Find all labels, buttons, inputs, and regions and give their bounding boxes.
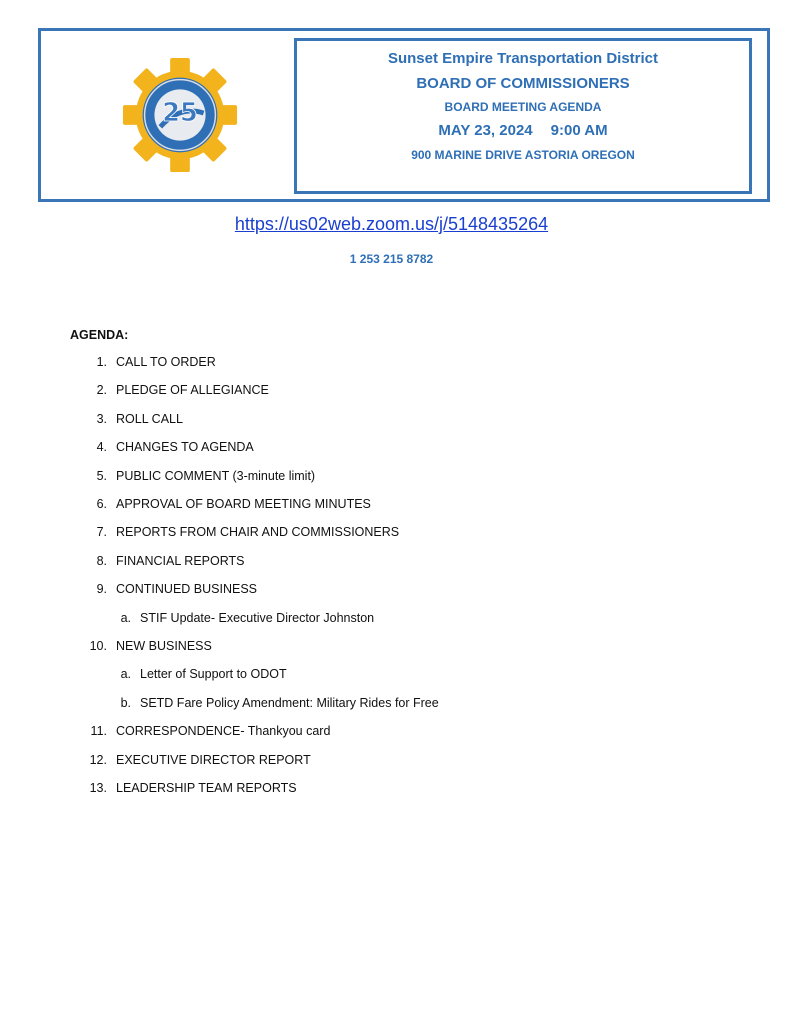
agenda-item-number: 3. bbox=[96, 411, 107, 426]
meeting-date: MAY 23, 2024 bbox=[438, 122, 533, 139]
agenda-item-text: REPORTS FROM CHAIR AND COMMISSIONERS bbox=[116, 525, 400, 540]
agenda-item-number: 2. bbox=[96, 383, 107, 398]
agenda-item-text: CALL TO ORDER bbox=[116, 355, 216, 369]
agenda-item-number: 13. bbox=[89, 781, 107, 795]
agenda-item-number: 7. bbox=[96, 525, 107, 540]
agenda-item-text: PUBLIC COMMENT (3-minute limit) bbox=[116, 468, 316, 483]
agenda-item-number: 9. bbox=[96, 582, 107, 597]
agenda-item-number: 8. bbox=[96, 553, 107, 568]
agenda-item bbox=[96, 383, 269, 398]
agenda-item-text: NEW BUSINESS bbox=[116, 639, 212, 653]
agenda-item-number: b. bbox=[120, 695, 131, 710]
agenda-item-number: 12. bbox=[89, 752, 107, 767]
agenda-item-text: ROLL CALL bbox=[116, 411, 183, 426]
agenda-item-text: FINANCIAL REPORTS bbox=[116, 553, 245, 568]
agenda-item-number: a. bbox=[120, 610, 131, 625]
agenda-item bbox=[96, 553, 245, 568]
agenda-item-number: 11. bbox=[90, 724, 107, 739]
agenda-item-number: 10. bbox=[89, 639, 107, 653]
agenda-item bbox=[89, 781, 297, 795]
meeting-datetime bbox=[297, 122, 749, 139]
agenda-subitem bbox=[120, 610, 375, 625]
agenda-item-text: CORRESPONDENCE- Thankyou card bbox=[116, 724, 331, 739]
org-name: Sunset Empire Transportation District bbox=[387, 50, 659, 67]
zoom-meeting-link[interactable]: https://us02web.zoom.us/j/5148435264 bbox=[234, 214, 549, 234]
document-type: BOARD MEETING AGENDA bbox=[444, 100, 602, 114]
agenda-item-text: APPROVAL OF BOARD MEETING MINUTES bbox=[116, 497, 371, 511]
agenda-item bbox=[96, 497, 371, 511]
agenda-item bbox=[96, 525, 400, 540]
agenda-item-text: SETD Fare Policy Amendment: Military Rides for Free bbox=[140, 695, 439, 710]
agenda-item bbox=[90, 724, 331, 739]
agenda-item-text: CHANGES TO AGENDA bbox=[116, 440, 254, 455]
svg-text:25: 25 bbox=[162, 97, 198, 128]
agenda-item-number: a. bbox=[120, 667, 131, 682]
agenda-subitem bbox=[120, 695, 439, 710]
agenda-subitem bbox=[120, 667, 287, 682]
board-title: BOARD OF COMMISSIONERS bbox=[416, 75, 630, 92]
agenda-item bbox=[96, 582, 257, 597]
dial-in-phone: 1 253 215 8782 bbox=[349, 252, 434, 266]
agenda-item-text: PLEDGE OF ALLEGIANCE bbox=[116, 383, 269, 398]
agenda-item-text: EXECUTIVE DIRECTOR REPORT bbox=[116, 752, 311, 767]
meeting-address: 900 MARINE DRIVE ASTORIA OREGON bbox=[411, 148, 635, 162]
agenda-item-text: Letter of Support to ODOT bbox=[140, 667, 287, 682]
agenda-heading: AGENDA: bbox=[70, 328, 129, 342]
agenda-item bbox=[96, 411, 183, 426]
agenda-item-number: 4. bbox=[96, 440, 107, 455]
gear-logo-icon bbox=[121, 56, 239, 174]
header-title-box bbox=[294, 38, 752, 194]
agenda-item-number: 1. bbox=[96, 355, 107, 369]
agenda-item-text: STIF Update- Executive Director Johnston bbox=[140, 610, 375, 625]
agenda-item-text: LEADERSHIP TEAM REPORTS bbox=[116, 781, 297, 795]
agenda-item-number: 5. bbox=[96, 468, 107, 483]
agenda-item bbox=[89, 639, 212, 653]
agenda-item-number: 6. bbox=[96, 497, 107, 511]
agenda-item bbox=[96, 468, 316, 483]
agenda-item bbox=[89, 752, 311, 767]
district-logo bbox=[121, 56, 239, 174]
agenda-item bbox=[96, 355, 216, 369]
meeting-time: 9:00 AM bbox=[550, 122, 608, 139]
agenda-item-text: CONTINUED BUSINESS bbox=[116, 582, 257, 597]
agenda-item bbox=[96, 440, 254, 455]
